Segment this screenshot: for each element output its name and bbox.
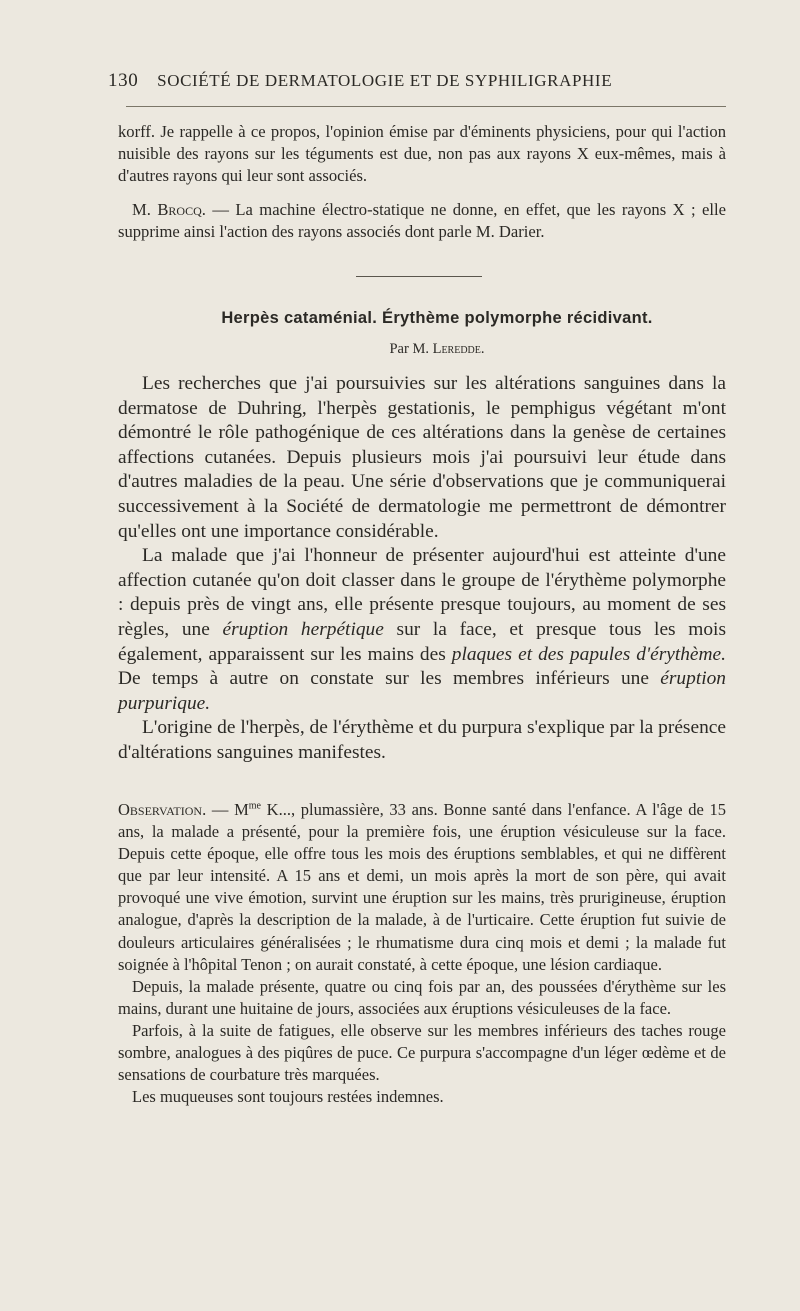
running-header: [108, 70, 726, 92]
observation-paragraph-4: Les muqueuses sont toujours restées indemnes.: [132, 1087, 444, 1107]
previous-discussion: [118, 121, 726, 243]
observation-paragraph-3: Parfois, à la suite de fatigues, elle observe sur les membres inférieurs des taches rouge sombre, analogues à des piqûres de puce. Ce purpura s'accompagne d'un léger œdème et de sensations de courbature très marquées.: [118, 1020, 726, 1085]
running-title: SOCIÉTÉ DE DERMATOLOGIE ET DE SYPHILIGRAPHIE: [157, 71, 613, 90]
author-name: Leredde: [432, 341, 481, 357]
observation-paragraph-1: Observation. — $M^{me}$ K..., plumassière, 33 ans. Bonne santé dans l'enfance. A l'âge de 15 ans, la malade a présenté, pour la première fois, une éruption vésiculeuse sur la face. Depuis cette époque, elle offre tous les mois des éruptions semblables, et qui ne diffèrent que par leur intensité. A 15 ans et demi, un mois après la mort de son père, qui avait provoqué une vive émotion, survint une éruption sur les mains, très prurigineuse, éruption analogue, d'après la description de la malade, à de l'urticaire. Cette éruption fut suivie de douleurs articulaires généralisées ; le rhumatisme dura cinq mois et demi ; la malade fut soignée à l'hôpital Tenon ; on aurait constaté, à cette époque, une lésion cardiaque.: [118, 800, 726, 974]
section-separator: [356, 276, 482, 277]
speaker-name: Brocq: [157, 200, 202, 219]
emphasis-eruption-herpetique: éruption herpétique: [222, 618, 384, 640]
body-paragraph-3: L'origine de l'herpès, de l'érythème et du purpura s'explique par la présence d'altérations sanguines manifestes.: [118, 717, 726, 763]
observation-label: Observation: [118, 800, 203, 819]
body-paragraph-2: La malade que j'ai l'honneur de présenter aujourd'hui est atteinte d'une affection cutanée qu'on doit classer dans le groupe de l'érythème polymorphe : depuis près de vingt ans, elle présente presque toujours, au moment de ses règles, une éruption herpétique sur la face, et presque tous les mois également, apparaissent sur les mains des plaques et des papules d'érythème. De temps à autre on constate sur les membres inférieurs une éruption purpurique.: [118, 545, 726, 714]
discussion-paragraph-2: M. Brocq. — La machine électro-statique ne donne, en effet, que les rayons X ; elle supprime ainsi l'action des rayons associés dont parle M. Darier.: [118, 200, 726, 241]
emphasis-eruption-purpurique: éruption purpurique.: [118, 668, 726, 714]
article-body: [118, 372, 726, 766]
article-title: Herpès cataménial. Érythème polymorphe récidivant.: [221, 309, 653, 327]
observation-section: [118, 799, 726, 1108]
observation-paragraph-2: Depuis, la malade présente, quatre ou cinq fois par an, des poussées d'érythème sur les mains, durant une huitaine de jours, associées aux éruptions vésiculeuses de la face.: [118, 976, 726, 1018]
header-rule: [126, 106, 726, 107]
page-number: 130: [108, 70, 139, 91]
article-author: Par M. Leredde.: [389, 341, 485, 357]
body-paragraph-1: Les recherches que j'ai poursuivies sur les altérations sanguines dans la dermatose de Duhring, l'herpès gestationis, le pemphigus végétant m'ont démontré le rôle pathogénique de ces altérations dans la genèse de certaines affections cutanées. Depuis plusieurs mois j'ai poursuivi leur étude dans d'autres maladies de la peau. Une série d'observations que je communiquerai successivement à la Société de dermatologie me permettront de démontrer qu'elles ont une importance considérable.: [118, 373, 726, 542]
discussion-paragraph-1: korff. Je rappelle à ce propos, l'opinion émise par d'éminents physiciens, pour qui l'action nuisible des rayons sur les téguments est due, non pas aux rayons X eux-mêmes, mais à d'autres rayons qui leur sont associés.: [118, 122, 726, 185]
emphasis-plaques-papules: plaques et des papules d'érythème.: [451, 643, 726, 665]
